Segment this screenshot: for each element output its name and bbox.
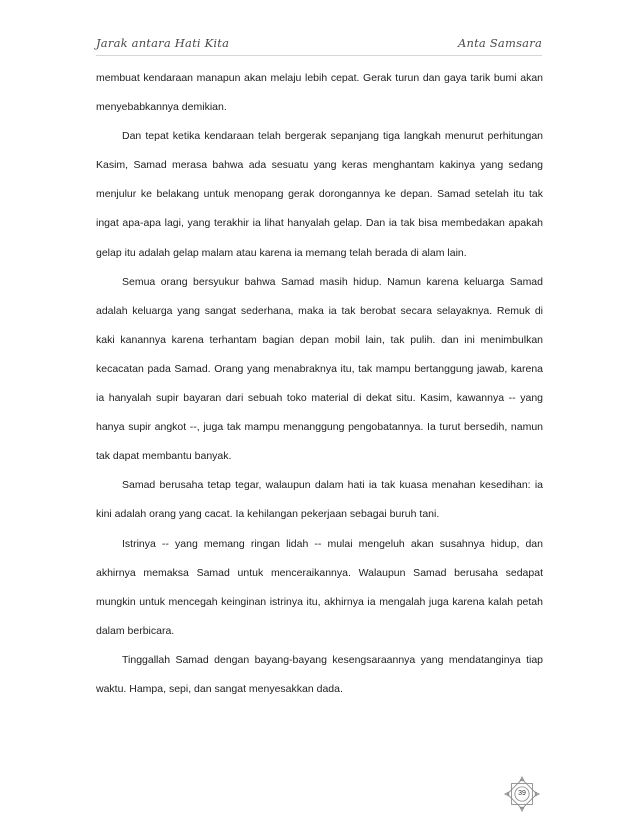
paragraph: Samad berusaha tetap tegar, walaupun dalam hati ia tak kuasa menahan kesedihan: ia kini adalah orang yang cacat. Ia kehilangan pekerjaan sebagai buruh tani. (96, 479, 543, 521)
page-number: 39 (518, 790, 526, 797)
page-header (96, 36, 542, 52)
paragraph-continued: membuat kendaraan manapun akan melaju lebih cepat. Gerak turun dan gaya tarik bumi akan menyebabkannya demikian. (96, 72, 543, 114)
header-author: Anta Samsara (458, 36, 542, 50)
paragraph: Istrinya -- yang memang ringan lidah -- mulai mengeluh akan susahnya hidup, dan akhirnya memaksa Samad untuk menceraikannya. Walaupun Samad berusaha sedapat mungkin untuk mencegah keinginan istrinya itu, akhirnya ia mengalah juga karena kalah petah dalam berbicara. (96, 537, 543, 637)
header-book-title: Jarak antara Hati Kita (96, 36, 230, 50)
paragraph: Tinggallah Samad dengan bayang-bayang kesengsaraannya yang mendatanginya tiap waktu. Hampa, sepi, dan sangat menyesakkan dada. (96, 653, 543, 695)
page-body (96, 64, 543, 704)
paragraph: Semua orang bersyukur bahwa Samad masih hidup. Namun karena keluarga Samad adalah keluarga yang sangat sederhana, maka ia tak berobat secara selayaknya. Remuk di kaki kanannya karena terhantam bagian depan mobil lain, tak pulih. dan ini menimbulkan kecacatan pada Samad. Orang yang menabraknya itu, tak mampu bertanggung jawab, karena ia hanyalah supir bayaran dari sebuah toko material di dekat situ. Kasim, kawannya -- yang hanya supir angkot --, juga tak mampu menanggung pengobatannya. Ia turut bersedih, namun tak dapat membantu banyak. (96, 275, 543, 463)
paragraph: Dan tepat ketika kendaraan telah bergerak sepanjang tiga langkah menurut perhitungan Kasim, Samad merasa bahwa ada sesuatu yang keras menghantam kakinya yang sedang menjulur ke belakang untuk menopang gerak dorongannya ke depan. Samad setelah itu tak ingat apa-apa lagi, yang terakhir ia lihat hanyalah gelap. Dan ia tak bisa membedakan apakah gelap itu adalah gelap malam atau karena ia memang telah berada di alam lain. (96, 130, 543, 259)
header-divider (96, 55, 542, 56)
